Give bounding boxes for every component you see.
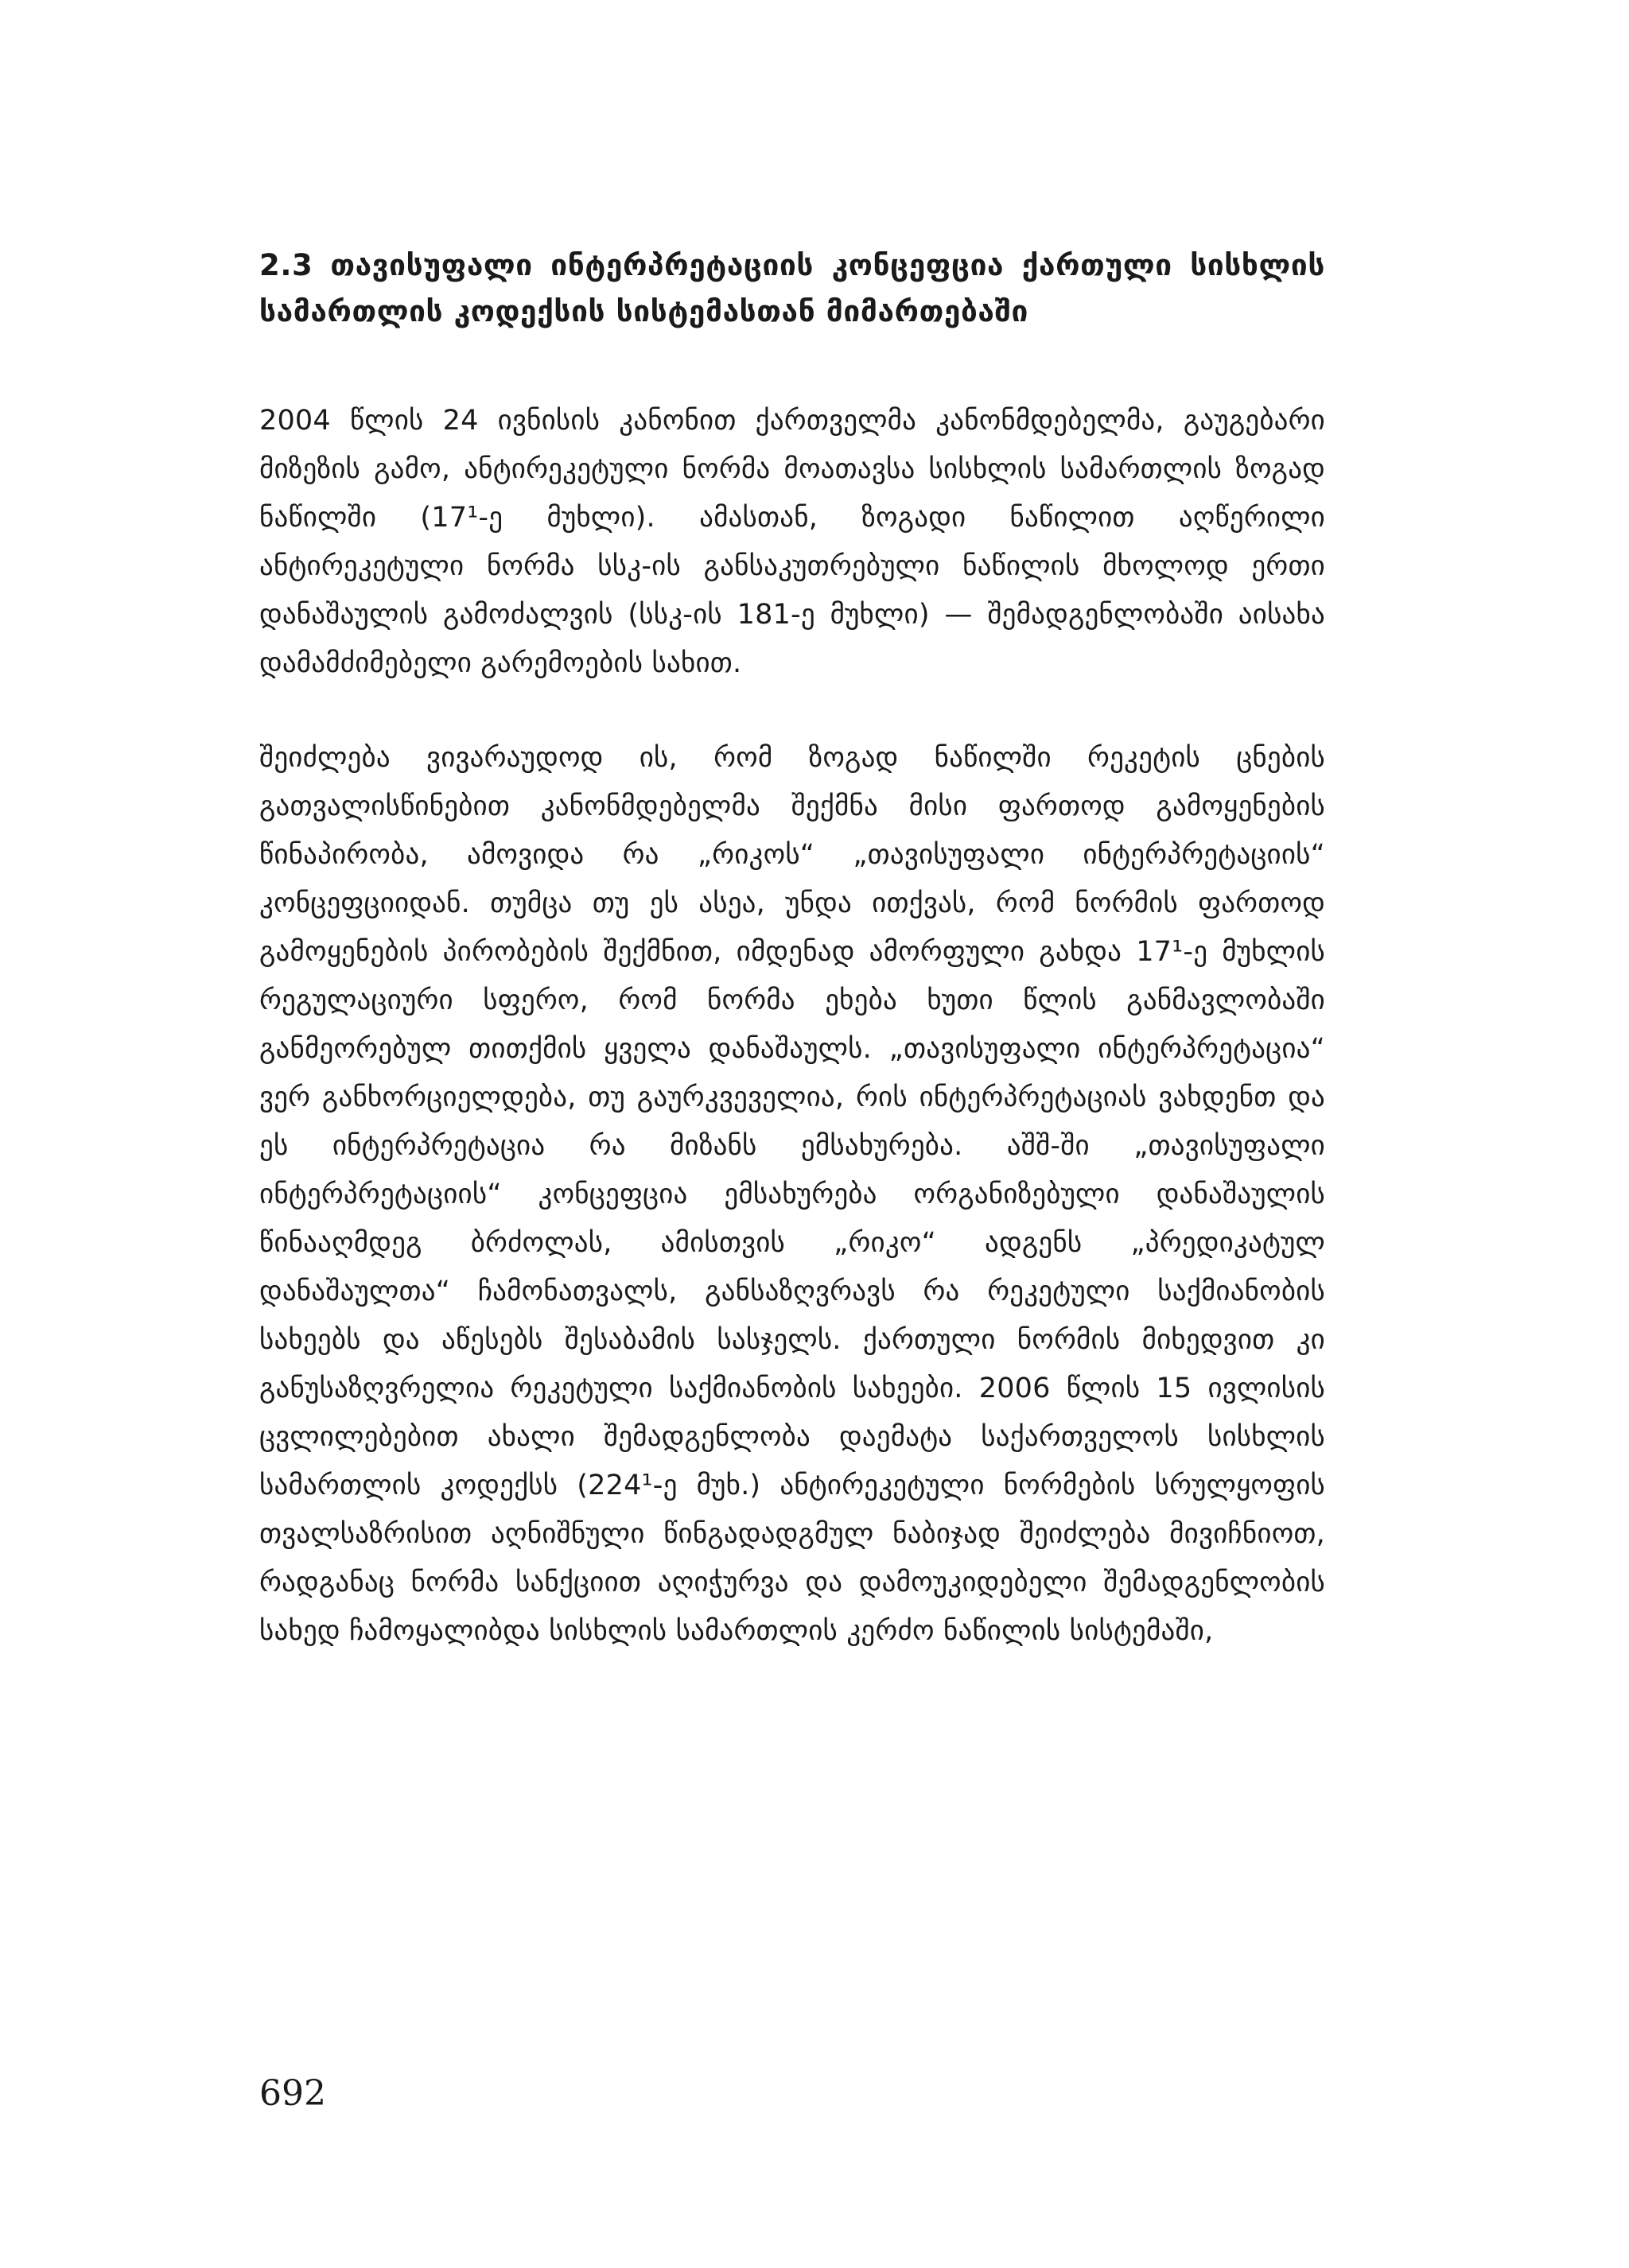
page-body [259, 243, 1325, 1656]
section-title: თავისუფალი ინტერპრეტაციის კონცეფცია ქართული სისხლის სამართლის კოდექსის სისტემასთან მიმართებაში [259, 248, 1325, 328]
section-heading [259, 243, 1325, 335]
paragraph-2: შეიძლება ვივარაუდოდ ის, რომ ზოგად ნაწილში რეკეტის ცნების გათვალისწინებით კანონმდებელმა შექმნა მისი ფართოდ გამოყენების წინაპირობა, ამოვიდა რა „რიკოს“ „თავისუფალი ინტერპრეტაციის“ კონცეფციიდან. თუმცა თუ ეს ასეა, უნდა ითქვას, რომ ნორმის ფართოდ გამოყენების პირობების შექმნით, იმდენად ამორფული გახდა 17¹-ე მუხლის რეგულაციური სფერო, რომ ნორმა ეხება ხუთი წლის განმავლობაში განმეორებულ თითქმის ყველა დანაშაულს. „თავისუფალი ინტერპრეტაცია“ ვერ განხორციელდება, თუ გაურკვეველია, რის ინტერპრეტაციას ვახდენთ და ეს ინტერპრეტაცია რა მიზანს ემსახურება. აშშ-ში „თავისუფალი ინტერპრეტაციის“ კონცეფცია ემსახურება ორგანიზებული დანაშაულის წინააღმდეგ ბრძოლას, ამისთვის „რიკო“ ადგენს „პრედიკატულ დანაშაულთა“ ჩამონათვალს, განსაზღვრავს რა რეკეტული საქმიანობის სახეებს და აწესებს შესაბამის სასჯელს. ქართული ნორმის მიხედვით კი განუსაზღვრელია რეკეტული საქმიანობის სახეები. 2006 წლის 15 ივლისის ცვლილებებით ახალი შემადგენლობა დაემატა საქართველოს სისხლის სამართლის კოდექსს (224¹-ე მუხ.) ანტირეკეტული ნორმების სრულყოფის თვალსაზრისით აღნიშნული წინგადადგმულ ნაბიჯად შეიძლება მივიჩნიოთ, რადგანაც ნორმა სანქციით აღიჭურვა და დამოუკიდებელი შემადგენლობის სახედ ჩამოყალიბდა სისხლის სამართლის კერძო ნაწილის სისტემაში, [259, 742, 1325, 1647]
paragraph-1: 2004 წლის 24 ივნისის კანონით ქართველმა კანონმდებელმა, გაუგებარი მიზეზის გამო, ანტირეკეტული ნორმა მოათავსა სისხლის სამართლის ზოგად ნაწილში (17¹-ე მუხლი). ამასთან, ზოგადი ნაწილით აღწერილი ანტირეკეტული ნორმა სსკ-ის განსაკუთრებული ნაწილის მხოლოდ ერთი დანაშაულის გამოძალვის (სსკ-ის 181-ე მუხლი) — შემადგენლობაში აისახა დამამძიმებელი გარემოების სახით. [259, 405, 1325, 679]
section-number: 2.3 [259, 248, 313, 282]
page-number: 692 [259, 2073, 326, 2114]
